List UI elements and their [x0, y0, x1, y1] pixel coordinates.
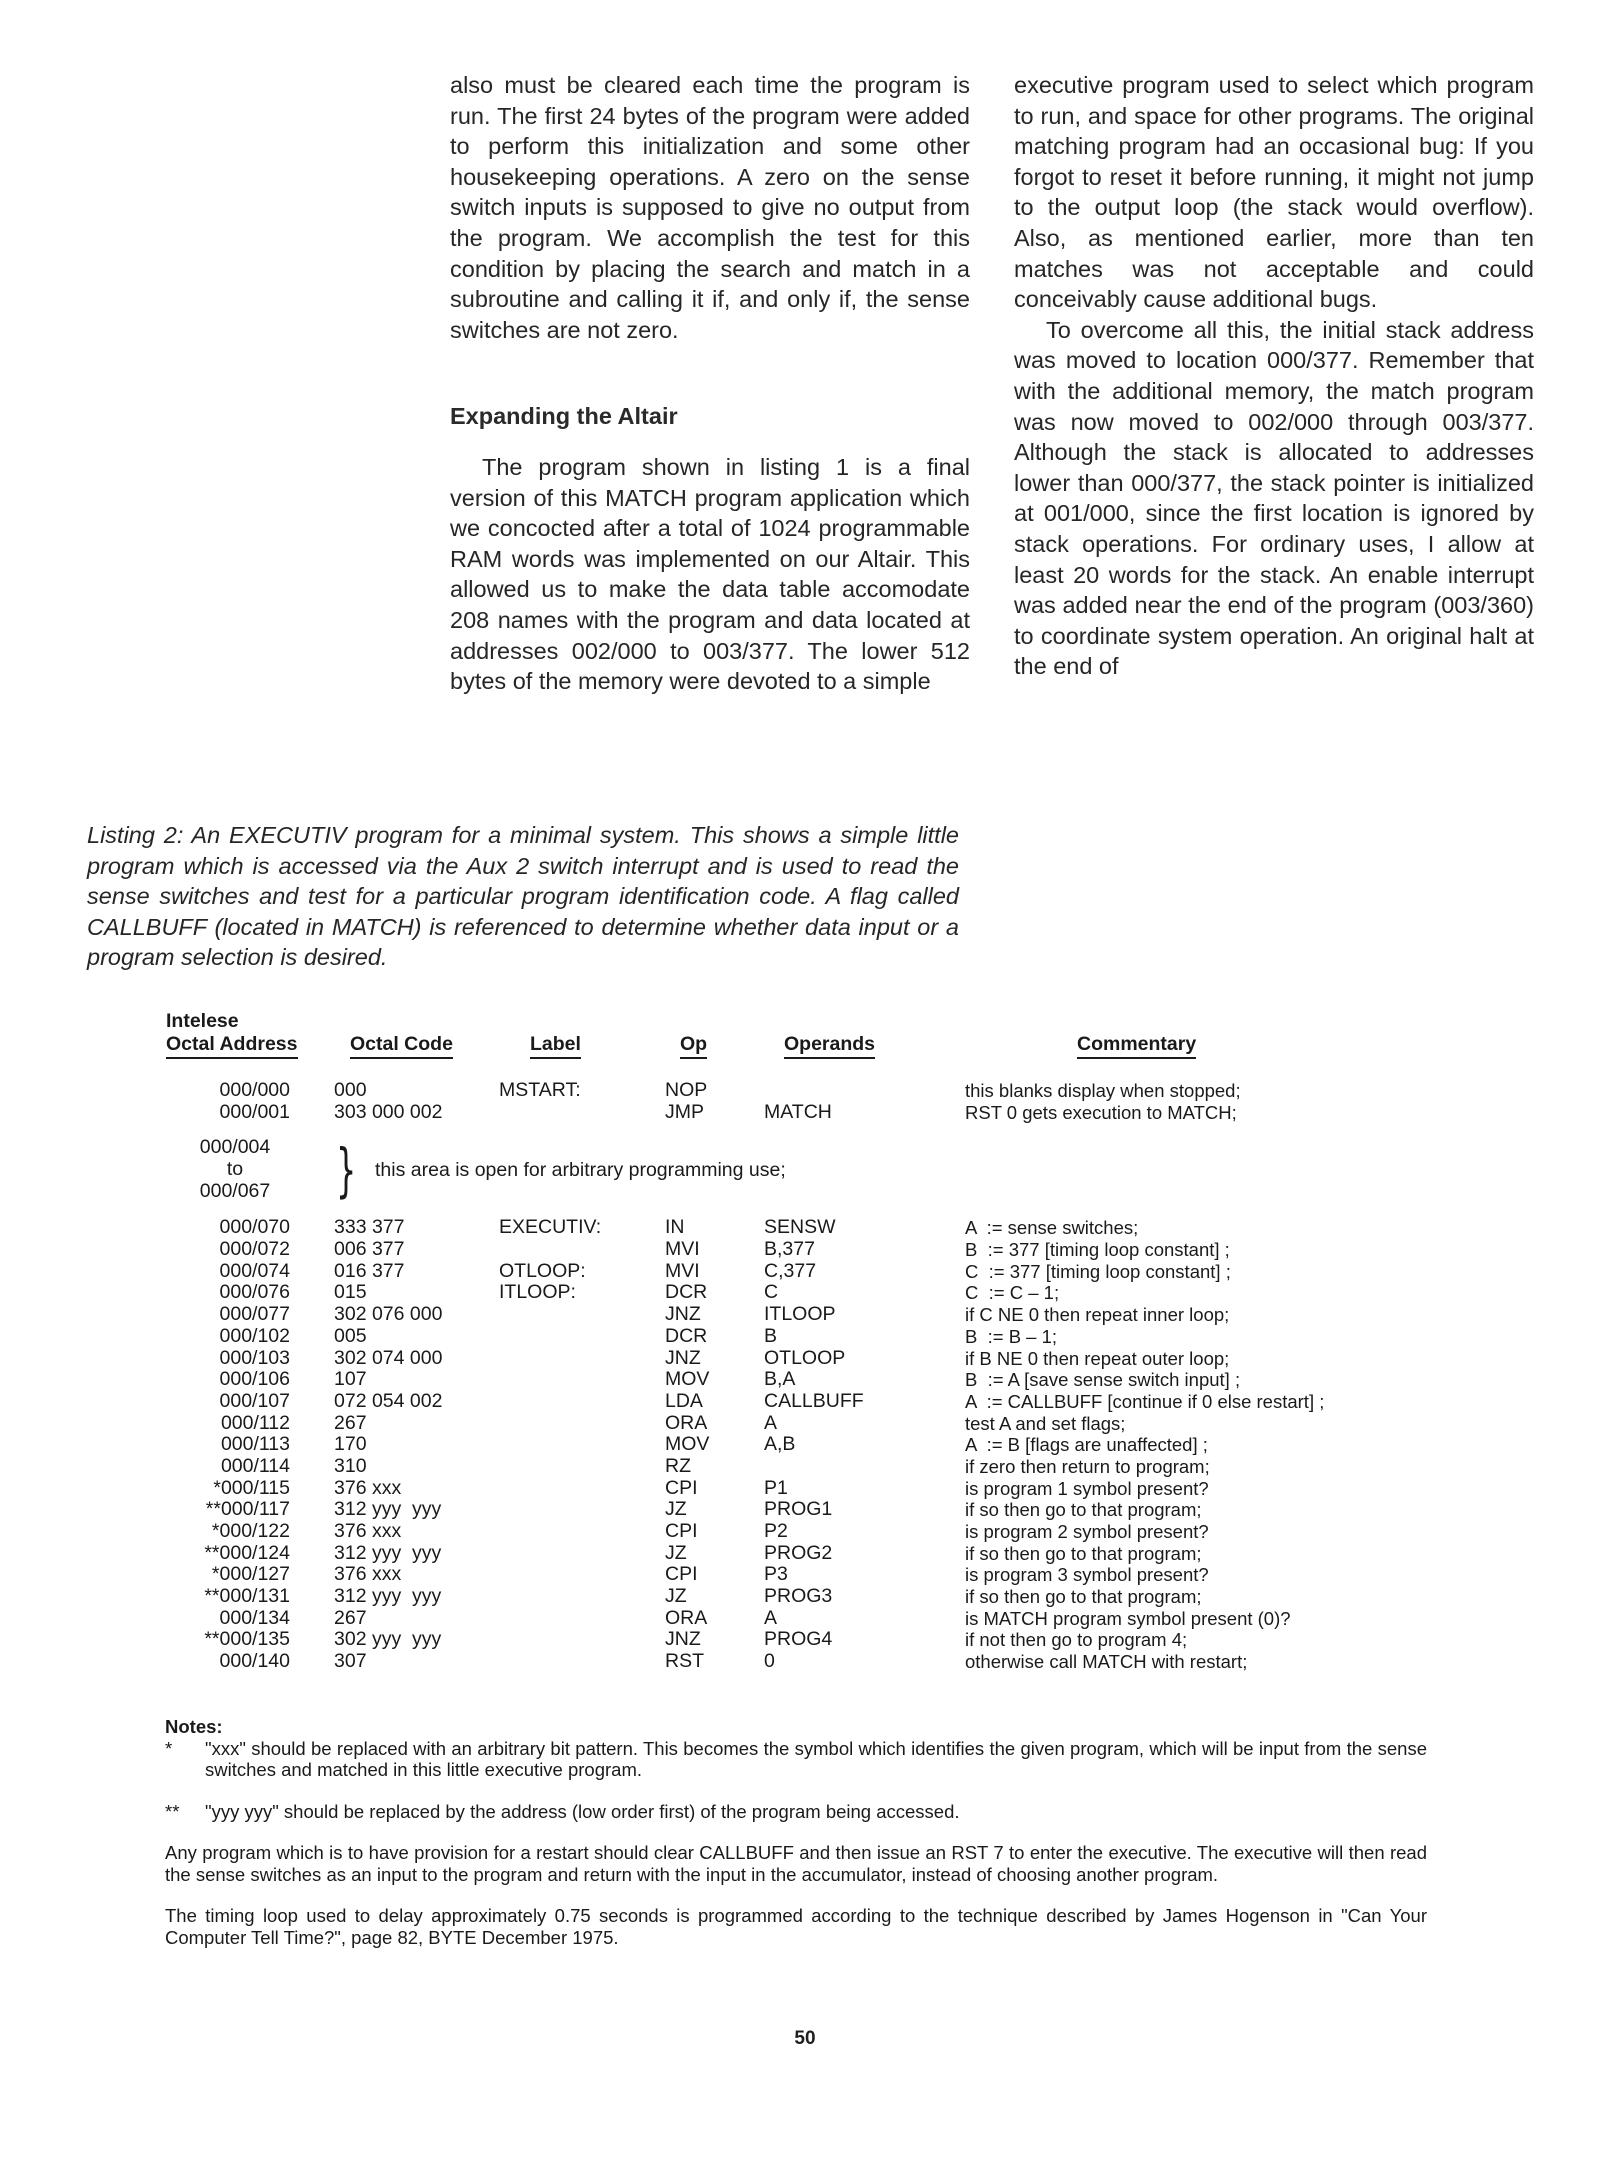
row-address: **000/117 — [205, 1498, 290, 1521]
table-row — [150, 1629, 1430, 1651]
row-operands: OTLOOP — [764, 1346, 846, 1369]
row-octal-code: 312 yyy yyy — [334, 1541, 442, 1564]
table-row — [150, 1478, 1430, 1500]
row-operands: C,377 — [764, 1259, 817, 1282]
row-address: 000/114 — [220, 1454, 290, 1477]
table-row — [150, 1282, 1430, 1304]
header-commentary: Commentary — [1077, 1033, 1196, 1059]
table-row — [150, 1586, 1430, 1608]
open-area-to: to — [226, 1158, 244, 1181]
row-octal-code: 016 377 — [334, 1259, 405, 1282]
row-commentary: test A and set flags; — [965, 1412, 1126, 1434]
row-op: MOV — [665, 1368, 710, 1391]
open-area-end: 000/067 — [199, 1179, 271, 1202]
row-commentary: C := C – 1; — [965, 1282, 1060, 1304]
row-address: 000/113 — [220, 1433, 290, 1456]
row-op: MVI — [665, 1238, 700, 1261]
curly-brace: } — [336, 1136, 357, 1205]
row-operands: A,B — [764, 1433, 796, 1456]
header-address: Intelese Octal Address — [166, 1010, 298, 1059]
notes-title: Notes: — [165, 1716, 223, 1737]
open-area-block — [150, 1137, 1430, 1203]
section-heading: Expanding the Altair — [450, 403, 678, 430]
row-commentary: is program 1 symbol present? — [965, 1477, 1209, 1499]
table-row — [150, 1239, 1430, 1261]
header-op: Op — [680, 1033, 707, 1059]
row-address: 000/074 — [219, 1259, 290, 1282]
row-commentary: otherwise call MATCH with restart; — [965, 1651, 1248, 1673]
row-op: CPI — [665, 1520, 698, 1542]
row-address: 000/107 — [219, 1389, 290, 1412]
open-area-start: 000/004 — [199, 1136, 271, 1159]
table-row — [150, 1434, 1430, 1456]
row-octal-code: 302 076 000 — [334, 1303, 443, 1326]
open-area-text: this area is open for arbitrary programming use; — [375, 1159, 786, 1182]
row-op: CPI — [665, 1476, 698, 1499]
note-timing: The timing loop used to delay approximately 0.75 seconds is programmed according to the technique described by James Hogenson in "Can Your Computer Tell Time?", page 82, BYTE December 1975. — [165, 1905, 1427, 1948]
row-operands: P3 — [764, 1563, 788, 1586]
row-octal-code: 302 074 000 — [334, 1346, 443, 1369]
row-address: **000/135 — [204, 1628, 290, 1651]
row-commentary: is program 2 symbol present? — [965, 1521, 1209, 1542]
row-commentary: RST 0 gets execution to MATCH; — [965, 1101, 1237, 1123]
row-op: JNZ — [665, 1628, 701, 1651]
table-row — [150, 1326, 1430, 1348]
row-operands: PROG2 — [764, 1541, 833, 1564]
row-op: CPI — [665, 1563, 698, 1586]
row-label: EXECUTIV: — [499, 1216, 602, 1239]
table-row — [150, 1102, 1430, 1124]
row-octal-code: 376 xxx — [334, 1476, 402, 1499]
row-operands: C — [764, 1281, 779, 1304]
row-commentary: A := sense switches; — [965, 1217, 1139, 1239]
row-op: JZ — [665, 1585, 687, 1608]
right-text-column — [1014, 70, 1534, 682]
row-operands: B,377 — [764, 1238, 815, 1261]
table-row — [150, 1413, 1430, 1435]
row-address: *000/127 — [211, 1563, 290, 1586]
header-operands: Operands — [784, 1033, 875, 1059]
row-operands: A — [764, 1411, 778, 1434]
row-op: DCR — [665, 1324, 708, 1347]
row-octal-code: 310 — [334, 1454, 367, 1477]
row-octal-code: 302 yyy yyy — [334, 1628, 442, 1651]
row-op: RZ — [665, 1454, 691, 1477]
table-row — [150, 1304, 1430, 1326]
table-row — [150, 1499, 1430, 1521]
note-restart: Any program which is to have provision for a restart should clear CALLBUFF and then issue an RST 7 to enter the executive. The executive will then read the sense switches as an input to the program and return with the input in the accumulator, instead of choosing another program. — [165, 1842, 1427, 1885]
row-op: LDA — [665, 1389, 703, 1412]
row-commentary: if so then go to that program; — [965, 1586, 1202, 1608]
row-commentary: if so then go to that program; — [965, 1542, 1202, 1564]
row-octal-code: 312 yyy yyy — [334, 1585, 442, 1608]
row-commentary: B := A [save sense switch input] ; — [965, 1369, 1241, 1391]
row-operands: SENSW — [764, 1216, 836, 1239]
row-octal-code: 267 — [334, 1411, 367, 1434]
row-address: *000/115 — [213, 1476, 290, 1499]
row-op: ORA — [665, 1411, 708, 1434]
row-address: *000/122 — [211, 1520, 290, 1542]
row-op: JZ — [665, 1541, 687, 1564]
table-row — [150, 1261, 1430, 1283]
row-octal-code: 072 054 002 — [334, 1389, 443, 1412]
row-address: 000/106 — [219, 1368, 290, 1391]
row-label: MSTART: — [499, 1079, 581, 1101]
table-row — [150, 1348, 1430, 1370]
row-label: ITLOOP: — [499, 1281, 576, 1304]
row-op: MOV — [665, 1433, 710, 1456]
row-address: 000/070 — [219, 1216, 290, 1239]
row-octal-code: 170 — [334, 1433, 367, 1456]
row-commentary: B := B – 1; — [965, 1325, 1058, 1347]
listing-caption: Listing 2: An EXECUTIV program for a minimal system. This shows a simple little program which is accessed via the Aux 2 switch interrupt and is used to read the sense switches and test for a particular program identification code. A flag called CALLBUFF (located in MATCH) is referenced to determine whether data input or a program selection is desired. — [87, 822, 959, 970]
table-row — [150, 1391, 1430, 1413]
row-op: RST — [665, 1650, 704, 1673]
table-row — [150, 1651, 1430, 1673]
row-commentary: if so then go to that program; — [965, 1499, 1202, 1521]
left-text-column — [450, 70, 970, 697]
row-octal-code: 107 — [334, 1368, 367, 1391]
row-address: 000/076 — [219, 1281, 290, 1304]
row-address: 000/000 — [219, 1079, 290, 1101]
row-address: 000/134 — [219, 1606, 290, 1629]
row-address: 000/072 — [219, 1238, 290, 1261]
row-address: 000/001 — [219, 1100, 290, 1123]
row-octal-code: 376 xxx — [334, 1520, 402, 1542]
row-commentary: is MATCH program symbol present (0)? — [965, 1607, 1291, 1629]
table-row — [150, 1564, 1430, 1586]
header-label: Label — [530, 1033, 581, 1059]
row-address: **000/131 — [204, 1585, 290, 1608]
row-op: IN — [665, 1216, 685, 1239]
row-octal-code: 333 377 — [334, 1216, 405, 1239]
row-address: 000/112 — [220, 1411, 290, 1434]
row-label: OTLOOP: — [499, 1259, 586, 1282]
row-octal-code: 005 — [334, 1324, 367, 1347]
row-commentary: if zero then return to program; — [965, 1455, 1210, 1477]
row-operands: P1 — [764, 1476, 788, 1499]
row-operands: 0 — [764, 1650, 775, 1673]
row-commentary: B := 377 [timing loop constant] ; — [965, 1239, 1230, 1261]
row-operands: B — [764, 1324, 778, 1347]
table-row — [150, 1456, 1430, 1478]
row-octal-code: 015 — [334, 1281, 367, 1304]
row-octal-code: 000 — [334, 1079, 367, 1101]
note-xxx: * "xxx" should be replaced with an arbitrary bit pattern. This becomes the symbol which identifies the given program, which will be input from the sense switches and matched in this little executive program. — [165, 1737, 1427, 1780]
row-operands: CALLBUFF — [764, 1389, 864, 1412]
row-op: JZ — [665, 1498, 687, 1521]
left-paragraph-1: also must be cleared each time the program is run. The first 24 bytes of the program were added to perform this initialization and some other housekeeping operations. A zero on the sense switch inputs is supposed to give no output from the program. We accomplish the test for this condition by placing the search and match in a subroutine and calling it if, and only if, the sense switches are not zero. — [450, 72, 970, 343]
right-paragraph-1: executive program used to select which program to run, and space for other programs. The original matching program had an occasional bug: If you forgot to reset it before running, it might not jump to the output loop (the stack would overflow). Also, as mentioned earlier, more than ten matches was not acceptable and could conceivably cause additional bugs. — [1014, 72, 1534, 313]
row-op: JNZ — [665, 1346, 701, 1369]
note-yyy: ** "yyy yyy" should be replaced by the address (low order first) of the program being accessed. — [165, 1800, 960, 1822]
row-commentary: if not then go to program 4; — [965, 1629, 1188, 1651]
row-operands: B,A — [764, 1368, 796, 1391]
row-address: **000/124 — [204, 1541, 290, 1564]
row-op: DCR — [665, 1281, 708, 1304]
row-octal-code: 303 000 002 — [334, 1100, 443, 1123]
row-octal-code: 376 xxx — [334, 1563, 402, 1586]
row-operands: MATCH — [764, 1100, 832, 1123]
table-row — [150, 1521, 1430, 1543]
table-row — [150, 1608, 1430, 1630]
notes-section — [165, 1716, 1427, 1948]
row-commentary: is program 3 symbol present? — [965, 1564, 1209, 1586]
left-paragraph-2: The program shown in listing 1 is a final version of this MATCH program application which we concocted after a total of 1024 programmable RAM words was implemented on our Altair. This allowed us to make the data table accomodate 208 names with the program and data located at addresses 002/000 to 003/377. The lower 512 bytes of the memory were devoted to a simple — [450, 453, 970, 695]
row-address: 000/077 — [219, 1303, 290, 1326]
listing-rows — [150, 1080, 1430, 1673]
row-commentary: A := CALLBUFF [continue if 0 else restart] ; — [965, 1390, 1325, 1412]
row-octal-code: 006 377 — [334, 1238, 405, 1261]
row-octal-code: 307 — [334, 1650, 367, 1673]
row-octal-code: 267 — [334, 1606, 367, 1629]
row-op: MVI — [665, 1259, 700, 1282]
row-operands: PROG1 — [764, 1498, 833, 1521]
row-op: JMP — [665, 1100, 704, 1123]
row-address: 000/103 — [219, 1346, 290, 1369]
row-op: ORA — [665, 1606, 708, 1629]
row-address: 000/140 — [219, 1650, 290, 1673]
row-operands: PROG3 — [764, 1585, 833, 1608]
table-row — [150, 1080, 1430, 1102]
row-op: NOP — [665, 1079, 708, 1101]
row-commentary: C := 377 [timing loop constant] ; — [965, 1260, 1231, 1282]
table-row — [150, 1369, 1430, 1391]
row-operands: P2 — [764, 1520, 788, 1542]
row-octal-code: 312 yyy yyy — [334, 1498, 442, 1521]
right-paragraph-2: To overcome all this, the initial stack address was moved to location 000/377. Remember that with the additional memory, the match program was now moved to 002/000 through 003/377. Although the stack is allocated to addresses lower than 000/377, the stack pointer is initialized at 001/000, since the first location is ignored by stack operations. For ordinary uses, I allow at least 20 words for the stack. An enable interrupt was added near the end of the program (003/360) to coordinate system operation. An original halt at the end of — [1014, 316, 1534, 680]
row-commentary: A := B [flags are unaffected] ; — [965, 1434, 1208, 1456]
header-octal-code: Octal Code — [350, 1033, 453, 1059]
row-commentary: if B NE 0 then repeat outer loop; — [965, 1347, 1230, 1369]
row-operands: PROG4 — [764, 1628, 833, 1651]
table-row — [150, 1217, 1430, 1239]
row-commentary: if C NE 0 then repeat inner loop; — [965, 1304, 1230, 1326]
table-row — [150, 1543, 1430, 1565]
row-address: 000/102 — [219, 1324, 290, 1347]
row-op: JNZ — [665, 1303, 701, 1326]
row-operands: A — [764, 1606, 778, 1629]
page-number: 50 — [794, 2028, 816, 2049]
row-operands: ITLOOP — [764, 1303, 836, 1326]
row-commentary: this blanks display when stopped; — [965, 1080, 1241, 1101]
